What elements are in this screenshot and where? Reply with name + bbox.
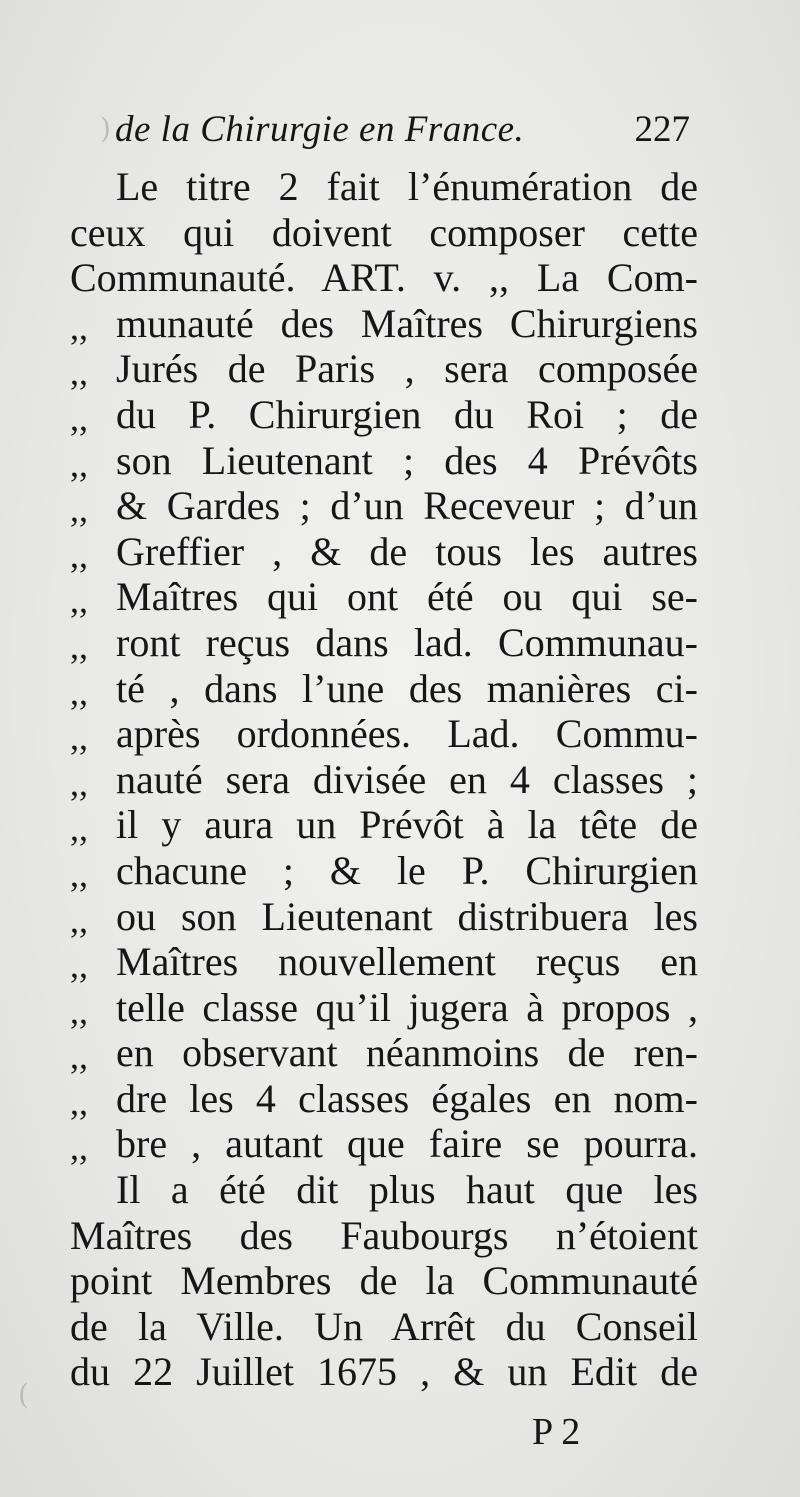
text-line <box>70 1304 698 1350</box>
left-margin-mark: ( <box>18 1378 29 1411</box>
line-text: & Gardes ; d’un Receveur ; d’un <box>116 483 698 529</box>
text-line <box>70 711 698 757</box>
body-text <box>70 164 698 1395</box>
line-text: en observant néanmoins de ren- <box>116 1030 698 1076</box>
line-text: nauté sera divisée en 4 classes ; <box>116 756 698 802</box>
line-text: ront reçus dans lad. Communau- <box>116 619 698 665</box>
quote-mark: ,, <box>70 899 88 940</box>
quote-mark: ,, <box>70 671 88 712</box>
line-text: ceux qui doivent composer cette <box>70 209 698 255</box>
text-line <box>70 483 698 529</box>
quote-mark: ,, <box>70 1127 88 1168</box>
line-text: son Lieutenant ; des 4 Prévôts <box>116 437 698 483</box>
line-text: de la Ville. Un Arrêt du Conseil <box>70 1303 698 1349</box>
text-line <box>70 666 698 712</box>
text-line <box>70 1167 698 1213</box>
quote-mark: ,, <box>70 945 88 986</box>
quote-mark: ,, <box>70 443 88 484</box>
line-text: telle classe qu’il jugera à propos , <box>116 984 698 1030</box>
text-line <box>70 1213 698 1259</box>
text-line <box>70 529 698 575</box>
text-line <box>70 894 698 940</box>
line-text: munauté des Maîtres Chirurgiens <box>116 300 698 346</box>
line-text: Maîtres nouvellement reçus en <box>116 939 698 985</box>
line-text: Le titre 2 fait l’énumération de <box>116 164 698 209</box>
line-text: Greffier , & de tous les autres <box>116 528 698 574</box>
text-line <box>70 1076 698 1122</box>
line-text: après ordonnées. Lad. Commu- <box>116 711 698 757</box>
quote-mark: ,, <box>70 808 88 849</box>
line-text: Jurés de Paris , sera composée <box>116 346 698 392</box>
quote-mark: ,, <box>70 397 88 438</box>
text-line <box>70 802 698 848</box>
running-head: de la Chirurgie en France. <box>115 109 525 150</box>
page-header <box>115 108 690 158</box>
top-margin-mark: ) <box>100 112 111 145</box>
text-line <box>70 620 698 666</box>
line-text: Communauté. ART. v. ,, La Com- <box>70 255 698 301</box>
quote-mark: ,, <box>70 717 88 758</box>
line-text: dre les 4 classes égales en nom- <box>116 1075 698 1121</box>
text-line <box>70 848 698 894</box>
line-text: té , dans l’une des manières ci- <box>116 665 698 711</box>
text-line <box>70 1349 698 1395</box>
text-line <box>70 985 698 1031</box>
quote-mark: ,, <box>70 1081 88 1122</box>
text-line <box>70 574 698 620</box>
quote-mark: ,, <box>70 762 88 803</box>
line-text: Maîtres des Faubourgs n’étoient <box>70 1212 698 1258</box>
text-line <box>70 255 698 301</box>
quote-mark: ,, <box>70 534 88 575</box>
text-line <box>70 346 698 392</box>
quote-mark: ,, <box>70 352 88 393</box>
quote-mark: ,, <box>70 1036 88 1077</box>
quote-mark: ,, <box>70 625 88 666</box>
page-number: 227 <box>634 109 690 150</box>
text-line <box>70 438 698 484</box>
text-line <box>70 392 698 438</box>
line-text: du P. Chirurgien du Roi ; de <box>116 391 698 437</box>
line-text: bre , autant que faire se pourra. <box>116 1121 698 1167</box>
text-line <box>70 1030 698 1076</box>
quote-mark: ,, <box>70 990 88 1031</box>
text-line <box>70 164 698 210</box>
text-line <box>70 939 698 985</box>
text-line <box>70 1121 698 1167</box>
text-line <box>70 1258 698 1304</box>
quote-mark: ,, <box>70 580 88 621</box>
line-text: ou son Lieutenant distribuera les <box>116 893 698 939</box>
line-text: Il a été dit plus haut que les <box>116 1167 698 1213</box>
quote-mark: ,, <box>70 306 88 347</box>
signature-mark: P 2 <box>532 1411 581 1453</box>
quote-mark: ,, <box>70 853 88 894</box>
line-text: Maîtres qui ont été ou qui se- <box>116 574 698 620</box>
quote-mark: ,, <box>70 489 88 530</box>
line-text: du 22 Juillet 1675 , & un Edit de <box>70 1349 698 1395</box>
line-text: il y aura un Prévôt à la tête de <box>116 802 698 848</box>
line-text: chacune ; & le P. Chirurgien <box>116 847 698 893</box>
line-text: point Membres de la Communauté <box>70 1258 698 1304</box>
text-line <box>70 210 698 256</box>
text-line <box>70 757 698 803</box>
text-line <box>70 301 698 347</box>
